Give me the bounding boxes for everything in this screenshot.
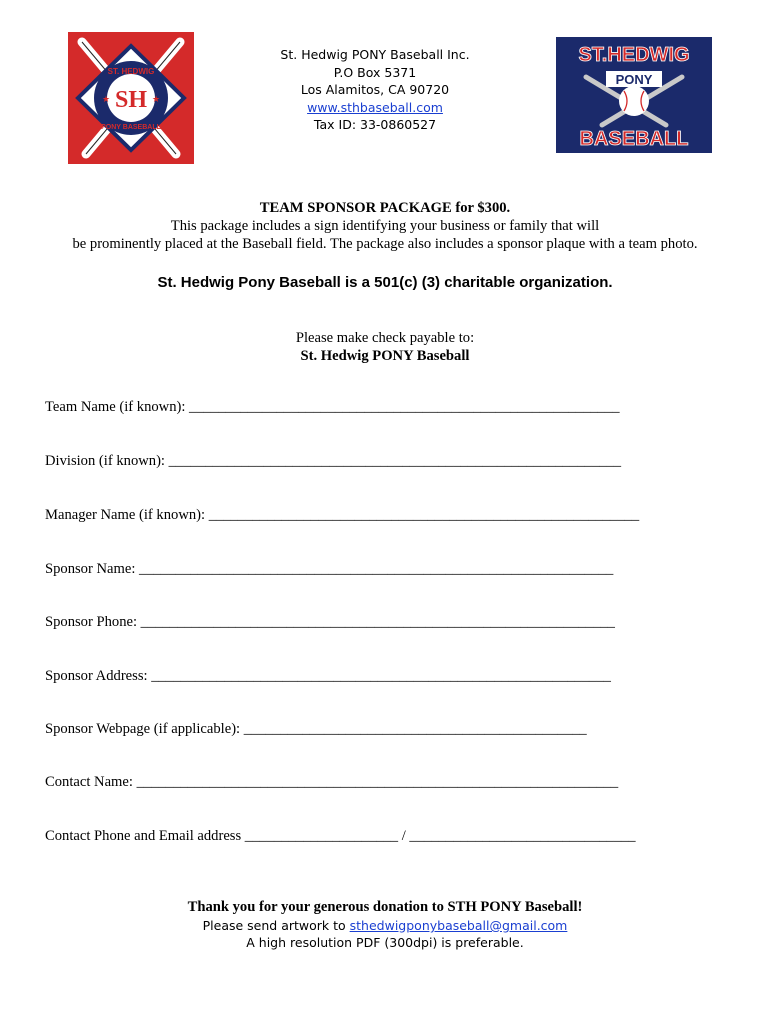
artwork-prefix: Please send artwork to — [202, 918, 350, 933]
logo-right-line2: PONY — [615, 72, 653, 87]
field-division[interactable]: Division (if known): ______________________________________________________________ — [45, 453, 622, 469]
field-sponsor-address[interactable]: Sponsor Address: _______________________________________________________________ — [45, 668, 611, 684]
field-manager-name[interactable]: Manager Name (if known): ___________________________________________________________ — [45, 507, 640, 523]
sth-pony-logo-left — [68, 32, 194, 164]
tax-id: Tax ID: 33-0860527 — [313, 117, 437, 132]
logo-ring-top: ST. HEDWIG — [107, 67, 155, 76]
field-contact-name[interactable]: Contact Name: __________________________________________________________________ — [45, 774, 619, 790]
svg-text:★: ★ — [152, 95, 161, 105]
field-sponsor-name[interactable]: Sponsor Name: _________________________________________________________________ — [45, 561, 614, 577]
package-title: TEAM SPONSOR PACKAGE for $300. — [259, 200, 511, 216]
field-contact-phone-email[interactable]: Contact Phone and Email address _____________________ / _______________________________ — [45, 828, 636, 844]
logo-right-line3: BASEBALL — [579, 128, 689, 150]
pdf-note: A high resolution PDF (300dpi) is preferable. — [246, 935, 524, 950]
payable-block — [0, 329, 770, 365]
svg-text:★: ★ — [102, 95, 111, 105]
org-address-block — [230, 46, 520, 134]
artwork-email-link[interactable]: sthedwigponybaseball@gmail.com — [349, 918, 568, 933]
logo-monogram: SH — [114, 87, 148, 113]
city-line: Los Alamitos, CA 90720 — [300, 82, 450, 97]
payable-org: St. Hedwig PONY Baseball — [300, 348, 470, 364]
payable-label: Please make check payable to: — [295, 330, 475, 346]
field-team-name[interactable]: Team Name (if known): ___________________________________________________________ — [45, 399, 620, 415]
package-line-1: This package includes a sign identifying your business or family that will — [170, 218, 600, 234]
package-line-2: be prominently placed at the Baseball field. The package also includes a sponsor plaque with a team photo. — [72, 236, 698, 252]
charity-statement: St. Hedwig Pony Baseball is a 501(c) (3) charitable organization. — [157, 274, 613, 291]
org-name: St. Hedwig PONY Baseball Inc. — [280, 47, 470, 62]
logo-right-line1: ST.HEDWIG — [578, 44, 690, 66]
thank-you-message: Thank you for your generous donation to STH PONY Baseball! — [187, 899, 583, 915]
field-sponsor-phone[interactable]: Sponsor Phone: _________________________________________________________________ — [45, 614, 615, 630]
artwork-note — [0, 917, 770, 951]
po-box: P.O Box 5371 — [333, 64, 417, 80]
field-sponsor-webpage[interactable]: Sponsor Webpage (if applicable): _______________________________________________ — [45, 721, 587, 737]
logo-ring-bottom: PONY BASEBALL — [101, 124, 161, 131]
website-link[interactable]: www.sthbaseball.com — [307, 99, 443, 115]
sth-pony-logo-right — [556, 37, 712, 153]
package-description — [0, 199, 770, 253]
